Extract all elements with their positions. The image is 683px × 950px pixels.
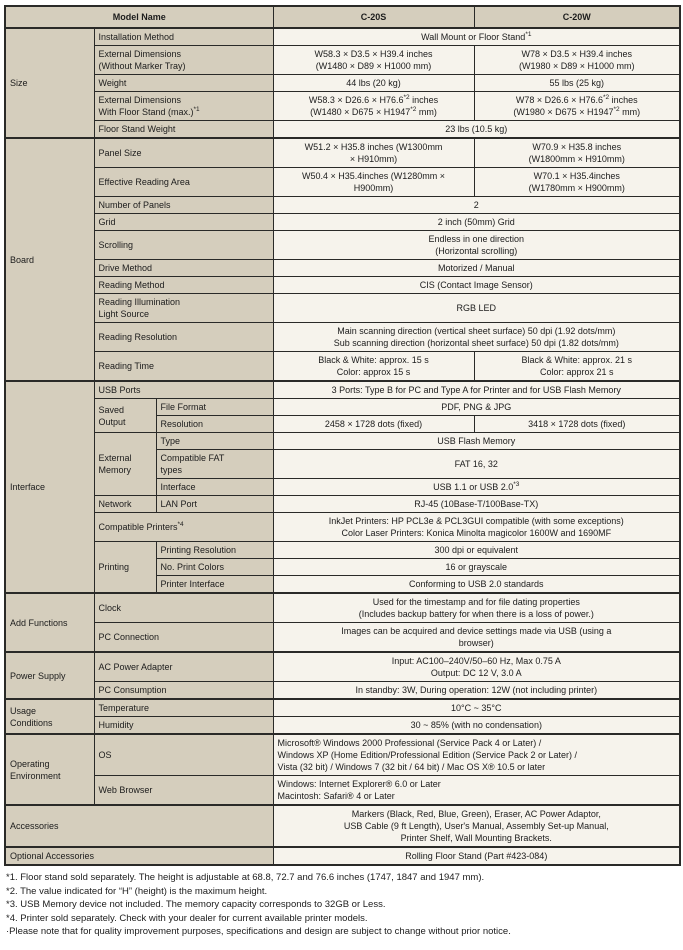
footnotes	[4, 866, 679, 939]
category-cell: Add Functions	[5, 593, 94, 652]
table-row	[5, 682, 680, 700]
spec-value: 16 or grayscale	[273, 559, 680, 576]
row-label: File Format	[156, 399, 273, 416]
category-cell: Usage Conditions	[5, 699, 94, 734]
table-row	[5, 699, 680, 717]
category-cell: Board	[5, 138, 94, 381]
row-label: Temperature	[94, 699, 273, 717]
table-row	[5, 805, 680, 847]
row-label: External Dimensions With Floor Stand $(\max.)^{*1}$	[94, 92, 273, 121]
row-label: Installation Method	[94, 28, 273, 46]
row-label: Compatible FAT types	[156, 450, 273, 479]
spec-value-c20w: W70.1 × H35.4inches (W1780mm × H900mm)	[474, 168, 680, 197]
spec-value-c20s: W51.2 × H35.8 inches (W1300mm × H910mm)	[273, 138, 474, 168]
row-label: Reading Illumination Light Source	[94, 294, 273, 323]
spec-value: Windows: Internet Explorer® 6.0 or Later Macintosh: Safari® 4 or Later	[273, 776, 680, 806]
spec-value: Images can be acquired and device settings made via USB (using a browser)	[273, 623, 680, 653]
group-cell: Printing	[94, 542, 156, 594]
row-label: Grid	[94, 214, 273, 231]
group-cell: Saved Output	[94, 399, 156, 433]
row-label: PC Consumption	[94, 682, 273, 700]
spec-value: Input: AC100–240V/50–60 Hz, Max 0.75 A Output: DC 12 V, 3.0 A	[273, 652, 680, 682]
spec-value: 2 inch (50mm) Grid	[273, 214, 680, 231]
category-cell: Interface	[5, 381, 94, 593]
spec-value-c20s: $W58.3 \times D26.6 \times H76.6^{*2}$ inches ($W1480 \times D675 \times H1947^{*2}$ mm)	[273, 92, 474, 121]
footnote-line: ·Please note that for quality improvement purposes, specifications and design are subject to change without prior notice.	[6, 926, 511, 937]
spec-value-c20s: W50.4 × H35.4inches (W1280mm × H900mm)	[273, 168, 474, 197]
spec-value: RGB LED	[273, 294, 680, 323]
spec-value-c20w: $W78 \times D26.6 \times H76.6^{*2}$ inches ($W1980 \times D675 \times H1947^{*2}$ mm)	[474, 92, 680, 121]
spec-value-c20s: Black & White: approx. 15 s Color: approx 15 s	[273, 352, 474, 382]
footnote-line: *1. Floor stand sold separately. The height is adjustable at 68.8, 72.7 and 76.6 inches (1747, 1847 and 1947 mm).	[6, 872, 485, 883]
table-row	[5, 352, 680, 382]
table-row	[5, 734, 680, 776]
spec-value: Markers (Black, Red, Blue, Green), Eraser, AC Power Adaptor, USB Cable (9 ft Length), User's Manual, Assembly Set-up Manual, Printer Shelf, Wall Mounting Brackets.	[273, 805, 680, 847]
row-label: Scrolling	[94, 231, 273, 260]
table-row	[5, 323, 680, 352]
row-label: PC Connection	[94, 623, 273, 653]
row-label: USB Ports	[94, 381, 273, 399]
spec-value: Main scanning direction (vertical sheet surface) 50 dpi (1.92 dots/mm) Sub scanning direction (horizontal sheet surface) 50 dpi (1.82 dots/mm)	[273, 323, 680, 352]
spec-value-c20s: W58.3 × D3.5 × H39.4 inches (W1480 × D89 × H1000 mm)	[273, 46, 474, 75]
spec-value: FAT 16, 32	[273, 450, 680, 479]
spec-value: Motorized / Manual	[273, 260, 680, 277]
row-label: Printing Resolution	[156, 542, 273, 559]
spec-table	[4, 5, 681, 866]
spec-value: Microsoft® Windows 2000 Professional (Service Pack 4 or Later) / Windows XP (Home Edition/Professional Edition (Service Pack 2 or Later) / Vista (32 bit) / Windows 7 (32 bit / 64 bit) / Mac OS X® 10.5 or later	[273, 734, 680, 776]
spec-value-c20w: W78 × D3.5 × H39.4 inches (W1980 × D89 × H1000 mm)	[474, 46, 680, 75]
row-label: LAN Port	[156, 496, 273, 513]
row-label: Effective Reading Area	[94, 168, 273, 197]
category-cell: Accessories	[5, 805, 273, 847]
row-label: Weight	[94, 75, 273, 92]
spec-value: 23 lbs (10.5 kg)	[273, 121, 680, 139]
table-row	[5, 277, 680, 294]
row-label: Reading Time	[94, 352, 273, 382]
group-cell: External Memory	[94, 433, 156, 496]
table-row	[5, 92, 680, 121]
table-row	[5, 381, 680, 399]
table-row	[5, 294, 680, 323]
spec-value: Conforming to USB 2.0 standards	[273, 576, 680, 594]
table-row	[5, 623, 680, 653]
spec-value: 2	[273, 197, 680, 214]
spec-value: Rolling Floor Stand (Part #423-084)	[273, 847, 680, 865]
category-cell: Optional Accessories	[5, 847, 273, 865]
row-label: Reading Method	[94, 277, 273, 294]
footnote-line: *4. Printer sold separately. Check with your dealer for current available printer models.	[6, 912, 368, 924]
spec-value: PDF, PNG & JPG	[273, 399, 680, 416]
spec-value: 300 dpi or equivalent	[273, 542, 680, 559]
row-label: Reading Resolution	[94, 323, 273, 352]
table-row	[5, 214, 680, 231]
row-label: Resolution	[156, 416, 273, 433]
spec-value: 3 Ports: Type B for PC and Type A for Printer and for USB Flash Memory	[273, 381, 680, 399]
table-row	[5, 776, 680, 806]
row-label: Type	[156, 433, 273, 450]
spec-value: InkJet Printers: HP PCL3e & PCL3GUI compatible (with some exceptions) Color Laser Printers: Konica Minolta magicolor 1600W and 1690MF	[273, 513, 680, 542]
footnote-line: *2. The value indicated for “H” (height) is the maximum height.	[6, 885, 268, 897]
row-label: OS	[94, 734, 273, 776]
row-label: Clock	[94, 593, 273, 623]
spec-value: 30 ~ 85% (with no condensation)	[273, 717, 680, 735]
table-row	[5, 28, 680, 46]
table-row	[5, 138, 680, 168]
row-label: Floor Stand Weight	[94, 121, 273, 139]
model-name-header: Model Name	[5, 6, 273, 28]
header-row	[5, 6, 680, 28]
table-row	[5, 717, 680, 735]
spec-value-c20s: 2458 × 1728 dots (fixed)	[273, 416, 474, 433]
row-label: Interface	[156, 479, 273, 496]
spec-value: Endless in one direction (Horizontal scrolling)	[273, 231, 680, 260]
spec-value: Wall Mount or Floor Stand$^{*1}$	[273, 28, 680, 46]
table-row	[5, 847, 680, 865]
row-label: Web Browser	[94, 776, 273, 806]
group-cell: Network	[94, 496, 156, 513]
spec-value: CIS (Contact Image Sensor)	[273, 277, 680, 294]
spec-value-c20w: 55 lbs (25 kg)	[474, 75, 680, 92]
table-row	[5, 231, 680, 260]
category-cell: Power Supply	[5, 652, 94, 699]
spec-value-c20w: Black & White: approx. 21 s Color: approx 21 s	[474, 352, 680, 382]
category-cell: Size	[5, 28, 94, 138]
table-row	[5, 121, 680, 139]
table-row	[5, 75, 680, 92]
category-cell: Operating Environment	[5, 734, 94, 805]
table-row	[5, 168, 680, 197]
row-label: No. Print Colors	[156, 559, 273, 576]
row-label: Number of Panels	[94, 197, 273, 214]
spec-value: 10°C ~ 35°C	[273, 699, 680, 717]
row-label: Panel Size	[94, 138, 273, 168]
spec-value-c20w: W70.9 × H35.8 inches (W1800mm × H910mm)	[474, 138, 680, 168]
row-label: Humidity	[94, 717, 273, 735]
table-row	[5, 593, 680, 623]
table-row	[5, 46, 680, 75]
row-label: Printer Interface	[156, 576, 273, 594]
footnote-line: *3. USB Memory device not included. The memory capacity corresponds to 32GB or Less.	[6, 899, 386, 910]
spec-value: USB 1.1 or USB 2.0$^{*3}$	[273, 479, 680, 496]
table-row	[5, 433, 680, 450]
table-row	[5, 496, 680, 513]
table-row	[5, 542, 680, 559]
table-row	[5, 399, 680, 416]
spec-value: In standby: 3W, During operation: 12W (not including printer)	[273, 682, 680, 700]
model-c20w-header: C-20W	[474, 6, 680, 28]
row-label: Compatible Printers$^{*4}$	[94, 513, 273, 542]
spec-value-c20w: 3418 × 1728 dots (fixed)	[474, 416, 680, 433]
table-row	[5, 197, 680, 214]
spec-value: Used for the timestamp and for file dating properties (Includes backup battery for when there is a loss of power.)	[273, 593, 680, 623]
model-c20s-header: C-20S	[273, 6, 474, 28]
spec-value: USB Flash Memory	[273, 433, 680, 450]
spec-value: RJ-45 (10Base-T/100Base-TX)	[273, 496, 680, 513]
table-row	[5, 260, 680, 277]
table-row	[5, 652, 680, 682]
row-label: External Dimensions (Without Marker Tray)	[94, 46, 273, 75]
row-label: AC Power Adapter	[94, 652, 273, 682]
spec-value-c20s: 44 lbs (20 kg)	[273, 75, 474, 92]
row-label: Drive Method	[94, 260, 273, 277]
table-row	[5, 513, 680, 542]
